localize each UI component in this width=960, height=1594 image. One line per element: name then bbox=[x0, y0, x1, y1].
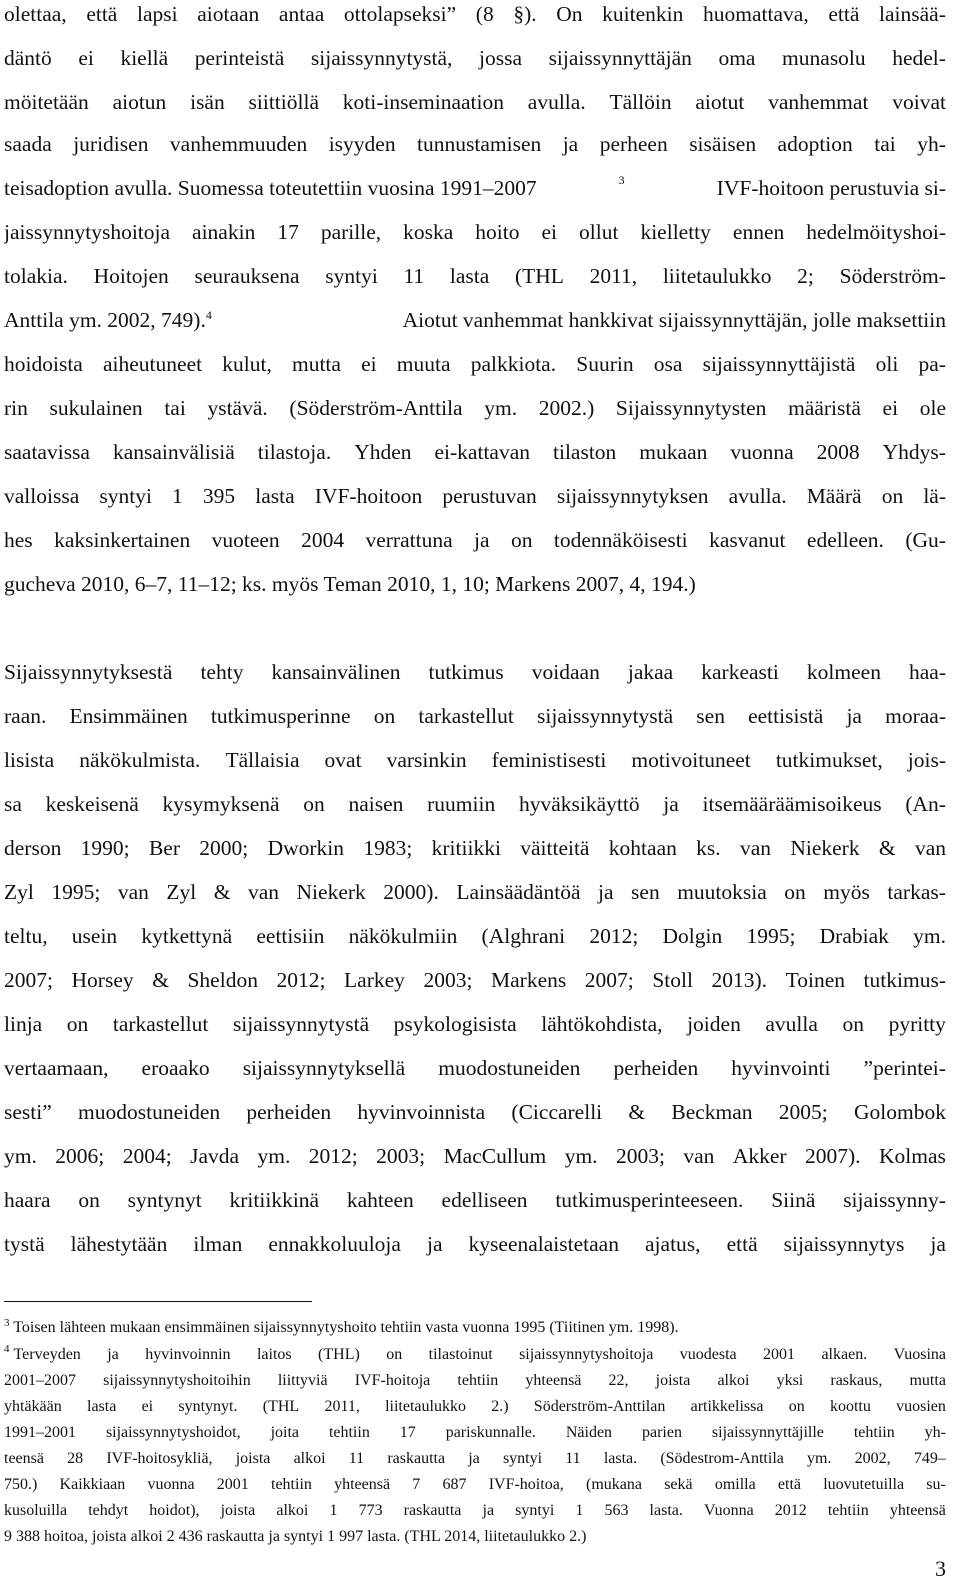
footnote-line: 2001–2007 sijaissynnytyshoitoihin liittyviä IVF-hoitoja tehtiin yhteensä 22, joista alkoi yksi raskaus, mutta bbox=[4, 1372, 946, 1389]
paragraph-line: ym. 2006; 2004; Javda ym. 2012; 2003; MacCullum ym. 2003; van Akker 2007). Kolmas bbox=[4, 1144, 946, 1168]
paragraph-line-with-footnote-ref: Anttila ym. 2002, 749).$^4$ Aiotut vanhemmat hankkivat sijaissynnyttäjän, jolle maksettiin bbox=[4, 308, 946, 332]
paragraph-line: lisista näkökulmista. Tällaisia ovat varsinkin feministisesti motivoituneet tutkimukset, jois- bbox=[4, 748, 946, 772]
paragraph-line: däntö ei kiellä perinteistä sijaissynnytystä, jossa sijaissynnyttäjän oma munasolu hedel- bbox=[4, 46, 946, 70]
footnote-last-line: 9 388 hoitoa, joista alkoi 2 436 raskautta ja syntyi 1 997 lasta. (THL 2014, liitetaulukko 2.) bbox=[4, 1528, 587, 1545]
footnote-line: 1991–2001 sijaissynnytyshoidot, joita tehtiin 17 pariskunnalle. Näiden parien sijaissynnyttäjille tehtiin yh- bbox=[4, 1424, 946, 1441]
paragraph-line: raan. Ensimmäinen tutkimusperinne on tarkastellut sijaissynnytystä sen eettisistä ja moraa- bbox=[4, 704, 946, 728]
footnote-line: kusoluilla tehdyt hoidot), joista alkoi 1 773 raskautta ja syntyi 1 563 lasta. Vuonna 2012 tehtiin yhteensä bbox=[4, 1502, 946, 1519]
paragraph-line: hoidoista aiheutuneet kulut, mutta ei muuta palkkiota. Suurin osa sijaissynnyttäjistä oli pa- bbox=[4, 352, 946, 376]
footnote-4-first-line bbox=[4, 1345, 946, 1365]
paragraph-line: rin sukulainen tai ystävä. (Söderström-Anttila ym. 2002.) Sijaissynnytysten määristä ei ole bbox=[4, 396, 946, 420]
footnote-3-text: Toisen lähteen mukaan ensimmäinen sijaissynnytyshoito tehtiin vasta vuonna 1995 (Tiitinen ym. 1998). bbox=[13, 1319, 679, 1336]
paragraph-line: saatavissa kansainvälisiä tilastoja. Yhden ei-kattavan tilaston mukaan vuonna 2008 Yhdys- bbox=[4, 440, 946, 464]
footnote-3 bbox=[4, 1318, 946, 1339]
paragraph-line: olettaa, että lapsi aiotaan antaa ottolapseksi” (8 §). On kuitenkin huomattava, että lainsää- bbox=[4, 2, 946, 26]
footnote-ref-3: 3 bbox=[618, 176, 625, 187]
footnote-line: 750.) Kaikkiaan vuonna 2001 tehtiin yhteensä 7 687 IVF-hoitoa, (mukana sekä omilla että luovutetuilla su- bbox=[4, 1476, 946, 1493]
footnote-marker-3: 3 bbox=[4, 1318, 10, 1329]
page-number: 3 bbox=[935, 1556, 946, 1581]
footnote-4-text: Terveyden ja hyvinvoinnin laitos (THL) on tilastoinut sijaissynnytyshoitoja vuodesta 2001 alkaen. Vuosina bbox=[13, 1346, 946, 1363]
paragraph-last-line: gucheva 2010, 6–7, 11–12; ks. myös Teman 2010, 1, 10; Markens 2007, 4, 194.) bbox=[4, 572, 696, 596]
footnote-marker-4: 4 bbox=[4, 1345, 10, 1355]
paragraph-line: Zyl 1995; van Zyl & van Niekerk 2000). Lainsäädäntöä ja sen muutoksia on myös tarkas- bbox=[4, 880, 946, 904]
paragraph-line: sesti” muodostuneiden perheiden hyvinvoinnista (Ciccarelli & Beckman 2005; Golombok bbox=[4, 1100, 946, 1124]
paragraph-line: saada juridisen vanhemmuuden isyyden tunnustamisen ja perheen sisäisen adoption tai yh- bbox=[4, 132, 946, 156]
paragraph-line: Sijaissynnytyksestä tehty kansainvälinen tutkimus voidaan jakaa karkeasti kolmeen haa- bbox=[4, 660, 946, 684]
paragraph-line: vertaamaan, eroaako sijaissynnytyksellä muodostuneiden perheiden hyvinvointi ”perintei- bbox=[4, 1056, 946, 1080]
footnote-line: yhtäkään lasta ei syntynyt. (THL 2011, liitetaulukko 2.) Söderström-Anttilan artikkelissa on koottu vuosien bbox=[4, 1398, 946, 1415]
paragraph-line: teltu, usein kytkettynä eettisiin näkökulmiin (Alghrani 2012; Dolgin 1995; Drabiak ym. bbox=[4, 924, 946, 948]
paragraph-line: 2007; Horsey & Sheldon 2012; Larkey 2003; Markens 2007; Stoll 2013). Toinen tutkimus- bbox=[4, 968, 946, 992]
paragraph-line: hes kaksinkertainen vuoteen 2004 verrattuna ja on todennäköisesti kasvanut edelleen. (Gu- bbox=[4, 528, 946, 552]
paragraph-line: sa keskeisenä kysymyksenä on naisen ruumiin hyväksikäyttö ja itsemääräämisoikeus (An- bbox=[4, 792, 946, 816]
paragraph-line: tolakia. Hoitojen seurauksena syntyi 11 lasta (THL 2011, liitetaulukko 2; Söderström- bbox=[4, 264, 946, 288]
paragraph-line: jaissynnytyshoitoja ainakin 17 parille, koska hoito ei ollut kielletty ennen hedelmöityshoi- bbox=[4, 220, 946, 244]
paragraph-line: derson 1990; Ber 2000; Dworkin 1983; kritiikki väitteitä kohtaan ks. van Niekerk & van bbox=[4, 836, 946, 860]
footnote-line: teensä 28 IVF-hoitosykliä, joista alkoi 11 raskautta ja syntyi 11 lasta. (Södestrom-Anttila ym. 2002, 749– bbox=[4, 1450, 946, 1467]
paragraph-line: tystä lähestytään ilman ennakkoluuloja ja kyseenalaistetaan ajatus, että sijaissynnytys ja bbox=[4, 1232, 946, 1256]
footnote-ref-4: 4 bbox=[205, 308, 212, 322]
paragraph-line: valloissa syntyi 1 395 lasta IVF-hoitoon perustuvan sijaissynnytyksen avulla. Määrä on lä- bbox=[4, 484, 946, 508]
paragraph-line: linja on tarkastellut sijaissynnytystä psykologisista lähtökohdista, joiden avulla on pyritty bbox=[4, 1012, 946, 1036]
paragraph-line: haara on syntynyt kritiikkinä kahteen edelliseen tutkimusperinteeseen. Siinä sijaissynny- bbox=[4, 1188, 946, 1212]
paragraph-line-with-footnote-ref: teisadoption avulla. Suomessa toteutettiin vuosina 1991–2007 3 IVF-hoitoon perustuvia si- bbox=[4, 176, 946, 200]
footnote-separator bbox=[4, 1301, 312, 1302]
paragraph-line: möitetään aiotun isän siittiöllä koti-inseminaation avulla. Tällöin aiotut vanhemmat voivat bbox=[4, 90, 946, 114]
